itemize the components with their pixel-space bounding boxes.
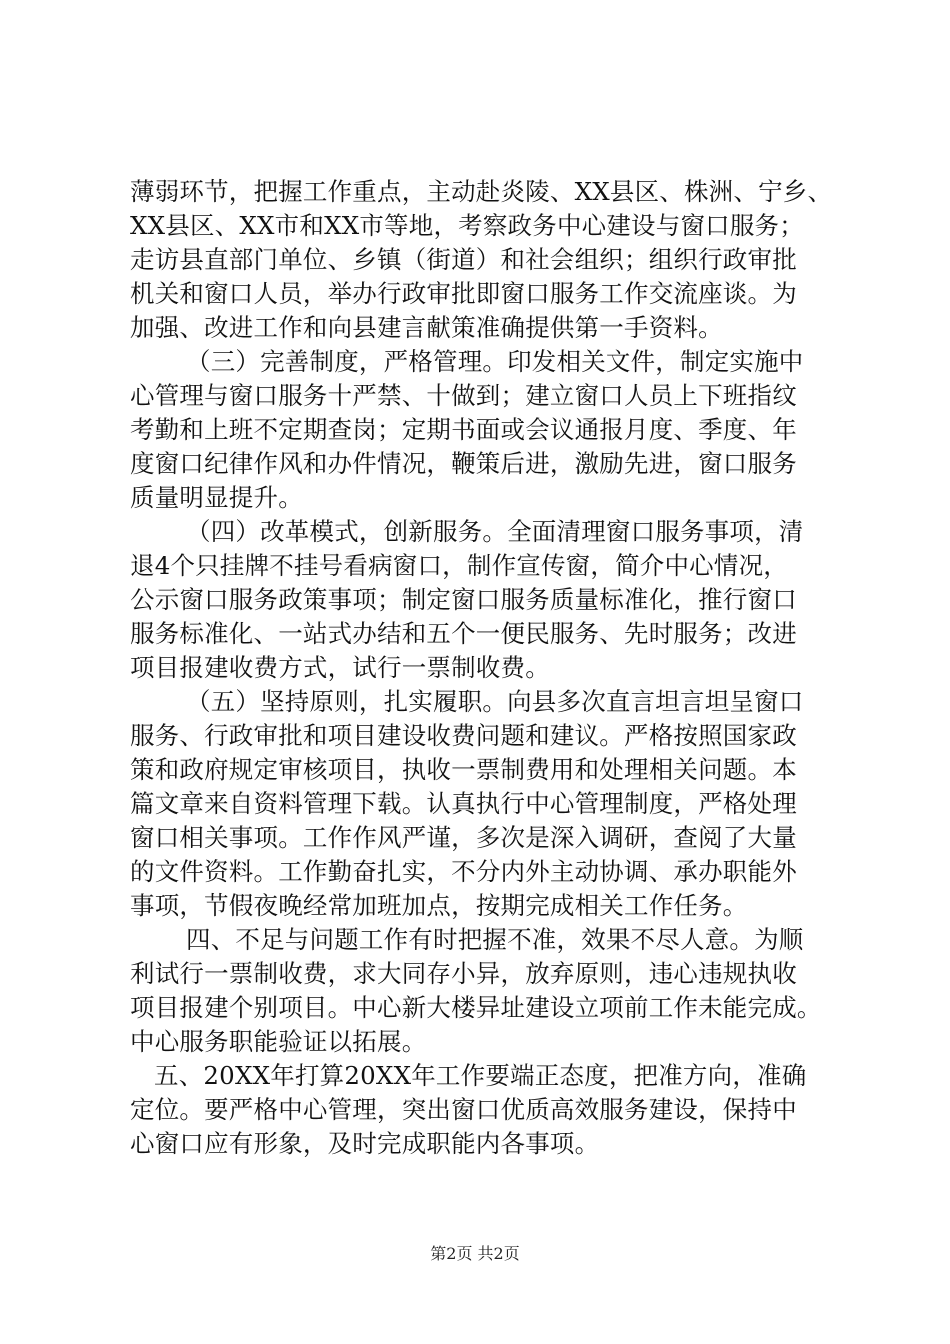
text-line: 质量明显提升。 [130, 483, 303, 512]
text-line: 服务、行政审批和项目建设收费问题和建议。严格按照国家政 [130, 721, 797, 750]
paragraph-start-line: （四）改革模式，创新服务。全面清理窗口服务事项，清 [186, 517, 804, 546]
text-line: 窗口相关事项。工作作风严谨，多次是深入调研，查阅了大量 [130, 823, 797, 852]
text-line: 的文件资料。工作勤奋扎实，不分内外主动协调、承办职能外 [130, 857, 797, 886]
text-line: 篇文章来自资料管理下载。认真执行中心管理制度，严格处理 [130, 789, 797, 818]
text-line: 机关和窗口人员，举办行政审批即窗口服务工作交流座谈。为 [130, 279, 797, 308]
text-line: 退4个只挂牌不挂号看病窗口，制作宣传窗，简介中心情况， [130, 551, 788, 580]
text-line: 事项，节假夜晚经常加班加点，按期完成相关工作任务。 [130, 891, 748, 920]
text-line: 定位。要严格中心管理，突出窗口优质高效服务建设，保持中 [130, 1095, 797, 1124]
text-line: 中心服务职能验证以拓展。 [130, 1027, 427, 1056]
text-line: 加强、改进工作和向县建言献策准确提供第一手资料。 [130, 313, 723, 342]
document-body [130, 175, 865, 1161]
text-line: 度窗口纪律作风和办件情况，鞭策后进，激励先进，窗口服务 [130, 449, 797, 478]
text-line: XX县区、XX市和XX市等地，考察政务中心建设与窗口服务； [130, 211, 804, 240]
text-line: 服务标准化、一站式办结和五个一便民服务、先时服务；改进 [130, 619, 797, 648]
text-line: 公示窗口服务政策事项；制定窗口服务质量标准化，推行窗口 [130, 585, 797, 614]
page-number-label: 第2页 共2页 [430, 1244, 520, 1263]
text-line: 项目报建收费方式，试行一票制收费。 [130, 653, 550, 682]
text-line: 考勤和上班不定期查岗；定期书面或会议通报月度、季度、年 [130, 415, 797, 444]
text-line: 利试行一票制收费，求大同存小异，放弃原则，违心违规执收 [130, 959, 797, 988]
text-line: 薄弱环节，把握工作重点，主动赴炎陵、XX县区、株洲、宁乡、 [130, 177, 833, 206]
paragraph-start-line: 五、20XX年打算20XX年工作要端正态度，把准方向，准确 [154, 1061, 807, 1090]
page-footer [0, 1244, 950, 1264]
text-line: 走访县直部门单位、乡镇（街道）和社会组织；组织行政审批 [130, 245, 797, 274]
text-line: 策和政府规定审核项目，执收一票制费用和处理相关问题。本 [130, 755, 797, 784]
text-line: 项目报建个别项目。中心新大楼异址建设立项前工作未能完成。 [130, 993, 822, 1022]
text-line: 心管理与窗口服务十严禁、十做到；建立窗口人员上下班指纹 [130, 381, 797, 410]
paragraph-start-line: 四、不足与问题工作有时把握不准，效果不尽人意。为顺 [186, 925, 804, 954]
paragraph-start-line: （五）坚持原则，扎实履职。向县多次直言坦言坦呈窗口 [186, 687, 804, 716]
text-line: 心窗口应有形象，及时完成职能内各事项。 [130, 1129, 600, 1158]
paragraph-start-line: （三）完善制度，严格管理。印发相关文件，制定实施中 [186, 347, 804, 376]
